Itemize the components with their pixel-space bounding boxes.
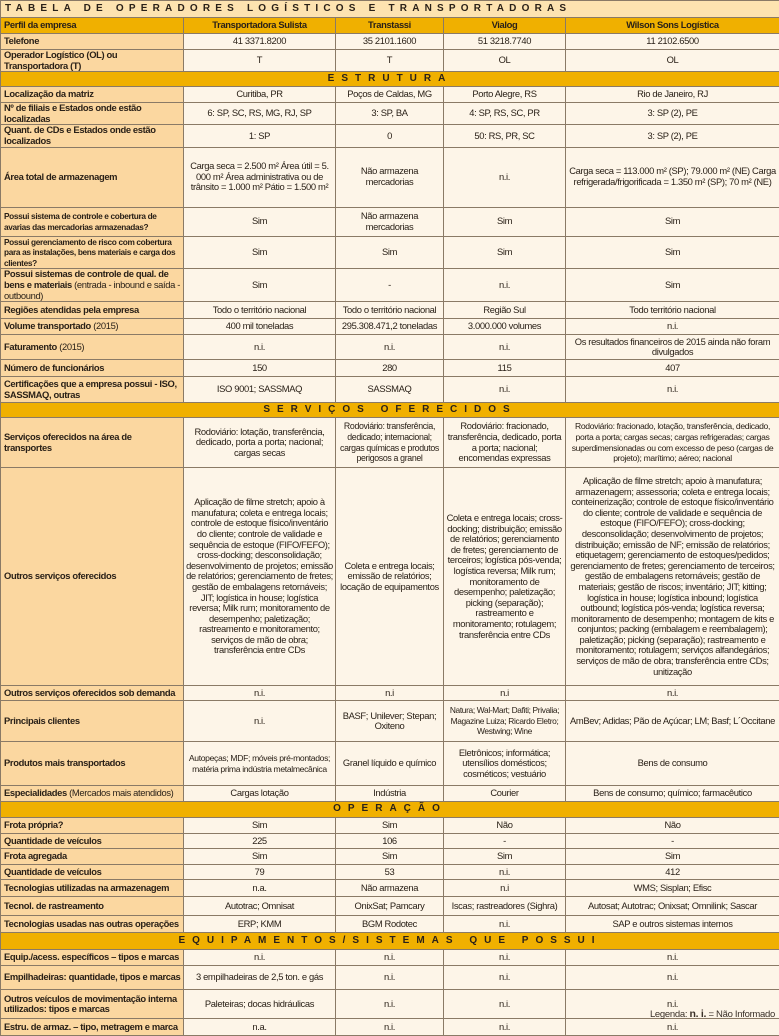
value-cell: n.i.	[566, 319, 779, 335]
value-cell: n.i.	[184, 335, 336, 360]
section-header-row	[1, 403, 779, 418]
value-cell: Sim	[184, 269, 336, 302]
value-cell: Cargas lotação	[184, 786, 336, 802]
row-label: Faturamento	[4, 341, 57, 352]
row-label: Volume transportado	[4, 320, 91, 331]
value-cell: 0	[336, 125, 444, 147]
table-row	[1, 360, 779, 377]
row-label-cell	[1, 990, 184, 1019]
value-cell: 11 2102.6500	[566, 34, 779, 50]
table-row	[1, 880, 779, 897]
value-cell: Rodoviário: transferência, dedicado; internacional; cargas químicas e produtos perigosos a granel	[336, 418, 444, 468]
row-label: Equip./acess. específicos – tipos e marcas	[4, 951, 179, 962]
value-cell: Paleteiras; docas hidráulicas	[184, 990, 336, 1019]
row-label-cell	[1, 701, 184, 742]
table-row	[1, 1019, 779, 1036]
value-cell: Não armazena	[336, 880, 444, 897]
row-label-cell	[1, 302, 184, 319]
value-cell: n.i.	[444, 269, 566, 302]
value-cell: Sim	[566, 849, 779, 865]
value-cell: T	[184, 50, 336, 72]
row-label-cell	[1, 207, 184, 236]
value-cell: BGM Rodotec	[336, 916, 444, 933]
row-label-cell	[1, 916, 184, 933]
value-cell: Sim	[184, 207, 336, 236]
value-cell: Iscas; rastreadores (Sighra)	[444, 897, 566, 916]
table-row	[1, 701, 779, 742]
company-header: Wilson Sons Logística	[566, 18, 779, 34]
table-row	[1, 468, 779, 686]
value-cell: 53	[336, 865, 444, 880]
section-header-row	[1, 933, 779, 950]
row-label-cell	[1, 319, 184, 335]
value-cell: Aplicação de filme stretch; apoio à manufatura; armazenagem; assessoria; coleta e entrega locais; conteinerização; controle de estoque físico/inventário do cliente; controle de validade e sequência de estoque (FIFO/FEFO); cross-docking; desconsolidação; desenvolvimento de projetos; distribuição; emissão de NF; emissão de relatórios; etiquetagem; gerenciamento de estoques/pedidos; gerenciamento de fretes; gerenciamento de terceiros; gestão de embalagens retornáveis; gestão de materiais; gestão de riscos; inventário; JIT; kitting; logística in house; logística inbound; logística outbound; logística pós-venda; logística reversa; monitoramento de desempenho; montagem de kits e conjuntos; packing (embalagem e reembalagem); paletização; picking (separação); rastreamento e monitoramento; rotulagem; serviços alfandegários; serviços de mão de obra; transferência entre CDs; unitização	[566, 468, 779, 686]
value-cell: Sim	[444, 236, 566, 269]
value-cell: 4: SP, RS, SC, PR	[444, 103, 566, 125]
row-label-cell	[1, 147, 184, 207]
row-label-cell	[1, 742, 184, 786]
row-label: Outros serviços oferecidos	[4, 570, 116, 581]
value-cell: Coleta e entrega locais; emissão de relatórios; locação de equipamentos	[336, 468, 444, 686]
value-cell: n.i.	[444, 950, 566, 966]
value-cell: n.i.	[444, 147, 566, 207]
value-cell: n.i.	[184, 686, 336, 701]
company-header: Vialog	[444, 18, 566, 34]
value-cell: Courier	[444, 786, 566, 802]
table-row	[1, 742, 779, 786]
value-cell: Não	[444, 818, 566, 834]
value-cell: 115	[444, 360, 566, 377]
value-cell: 400 mil toneladas	[184, 319, 336, 335]
table-row	[1, 302, 779, 319]
value-cell: WMS; Sisplan; Efisc	[566, 880, 779, 897]
value-cell: n.i.	[566, 377, 779, 403]
value-cell: Rodoviário: fracionado, lotação, transferência, dedicado, porta a porta; cargas secas; cargas refrigeradas; cargas superdimensionadas ou com excesso de peso (cargas de projeto); marítimo; aéreo; nacional	[566, 418, 779, 468]
row-label: Outros serviços oferecidos sob demanda	[4, 687, 175, 698]
value-cell: Aplicação de filme stretch; apoio à manufatura; coleta e entrega locais; controle de estoque físico/inventário do cliente; controle de validade e sequência de estoque (FIFO/FEFO); cross-docking; desconsolidação; desenvolvimento de projetos; emissão de relatórios; gerenciamento de fretes; gestão de embalagens retornáveis; JIT; logística in house; logística reversa; Milk rum; monitoramento de desempenho; paletização; rastreamento e monitoramento; serviços de mão de obra; transferência entre CDs	[184, 468, 336, 686]
value-cell: Rodoviário: fracionado, transferência, dedicado, porta a porta; nacional; encomendas expressas	[444, 418, 566, 468]
table-row	[1, 865, 779, 880]
value-cell: Sim	[566, 269, 779, 302]
value-cell: n.i.	[444, 990, 566, 1019]
value-cell: 280	[336, 360, 444, 377]
value-cell: n.i.	[444, 865, 566, 880]
value-cell: 79	[184, 865, 336, 880]
value-cell: n.i.	[566, 686, 779, 701]
value-cell: Rio de Janeiro, RJ	[566, 87, 779, 103]
value-cell: n.i.	[184, 701, 336, 742]
table-row	[1, 418, 779, 468]
table-row	[1, 966, 779, 990]
row-label-note: (entrada - inbound e saída - outbound)	[4, 279, 180, 301]
table-row	[1, 50, 779, 72]
row-label-cell	[1, 849, 184, 865]
value-cell: Poços de Caldas, MG	[336, 87, 444, 103]
value-cell: Sim	[336, 849, 444, 865]
value-cell: n.i.	[444, 1019, 566, 1036]
row-label: Serviços oferecidos na área de transportes	[4, 431, 132, 453]
value-cell: 407	[566, 360, 779, 377]
row-label: Tecnol. de rastreamento	[4, 900, 104, 911]
value-cell: SASSMAQ	[336, 377, 444, 403]
value-cell: OL	[444, 50, 566, 72]
value-cell: n.i.	[566, 950, 779, 966]
row-label-cell	[1, 34, 184, 50]
row-label-note: (2015)	[59, 341, 84, 352]
value-cell: n.i	[444, 686, 566, 701]
table-row	[1, 950, 779, 966]
value-cell: -	[444, 834, 566, 849]
row-label-cell	[1, 834, 184, 849]
row-label-cell	[1, 50, 184, 72]
table-row	[1, 103, 779, 125]
value-cell: Sim	[444, 207, 566, 236]
section-title: OPERAÇÃO	[1, 802, 779, 818]
value-cell: 35 2101.1600	[336, 34, 444, 50]
row-label: Quantidade de veículos	[4, 866, 102, 877]
table-row	[1, 686, 779, 701]
value-cell: 150	[184, 360, 336, 377]
value-cell: 3: SP (2), PE	[566, 125, 779, 147]
legend	[650, 1008, 775, 1020]
value-cell: n.i.	[184, 950, 336, 966]
value-cell: T	[336, 50, 444, 72]
table-row	[1, 319, 779, 335]
row-label-cell	[1, 269, 184, 302]
row-label: Possui sistema de controle e cobertura de avarias das mercadorias armazenadas?	[4, 211, 157, 232]
table-title-row	[1, 1, 779, 18]
row-label: Localização da matriz	[4, 88, 94, 99]
row-label: Tecnologias utilizadas na armazenagem	[4, 882, 169, 893]
row-label: Quantidade de veículos	[4, 835, 102, 846]
value-cell: 50: RS, PR, SC	[444, 125, 566, 147]
section-title: ESTRUTURA	[1, 72, 779, 87]
legend-prefix: Legenda:	[650, 1009, 687, 1020]
value-cell: n.i.	[444, 335, 566, 360]
row-label: Possui gerenciamento de risco com cobertura para as instalações, bens materiais e carga dos clientes?	[4, 237, 175, 268]
value-cell: Autotrac; Omnisat	[184, 897, 336, 916]
row-label: Outros veículos de movimentação interna utilizados: tipos e marcas	[4, 993, 177, 1015]
value-cell: Granel líquido e químico	[336, 742, 444, 786]
value-cell: 295.308.471,2 toneladas	[336, 319, 444, 335]
row-label-cell	[1, 236, 184, 269]
value-cell: n.i	[444, 880, 566, 897]
value-cell: Os resultados financeiros de 2015 ainda não foram divulgados	[566, 335, 779, 360]
row-label-cell	[1, 335, 184, 360]
row-label: Tecnologias usadas nas outras operações	[4, 918, 179, 929]
row-label-cell	[1, 360, 184, 377]
value-cell: AmBev; Adidas; Pão de Açúcar; LM; Basf; L´Occitane	[566, 701, 779, 742]
value-cell: n.i.	[444, 377, 566, 403]
value-cell: Autopeças; MDF; móveis pré-montados; matéria prima indústria metalmecânica	[184, 742, 336, 786]
value-cell: 3: SP, BA	[336, 103, 444, 125]
value-cell: 412	[566, 865, 779, 880]
table-row	[1, 377, 779, 403]
row-label: Regiões atendidas pela empresa	[4, 304, 139, 315]
value-cell: Região Sul	[444, 302, 566, 319]
value-cell: n.i.	[336, 990, 444, 1019]
value-cell: Autosat; Autotrac; Onixsat; Omnilink; Sascar	[566, 897, 779, 916]
row-label-cell	[1, 686, 184, 701]
value-cell: n.i.	[336, 950, 444, 966]
row-label: Empilhadeiras: quantidade, tipos e marcas	[4, 971, 180, 982]
company-header: Transportadora Sulista	[184, 18, 336, 34]
value-cell: 3 empilhadeiras de 2,5 ton. e gás	[184, 966, 336, 990]
table-row	[1, 897, 779, 916]
value-cell: 1: SP	[184, 125, 336, 147]
row-label-cell	[1, 818, 184, 834]
row-label-cell	[1, 468, 184, 686]
value-cell: Bens de consumo; químico; farmacêutico	[566, 786, 779, 802]
row-label-cell	[1, 87, 184, 103]
row-label: Possui sistemas de controle de qual. de bens e materiais	[4, 269, 169, 290]
value-cell: OnixSat; Pamcary	[336, 897, 444, 916]
table-row	[1, 207, 779, 236]
value-cell: 6: SP, SC, RS, MG, RJ, SP	[184, 103, 336, 125]
row-label-cell	[1, 1019, 184, 1036]
value-cell: Não armazena mercadorias	[336, 147, 444, 207]
row-label: Especialidades	[4, 787, 67, 798]
value-cell: n.a.	[184, 880, 336, 897]
row-label: Nº de filiais e Estados onde estão localizadas	[4, 103, 141, 124]
row-label: Certificações que a empresa possui - ISO, SASSMAQ, outras	[4, 378, 177, 400]
row-label-cell	[1, 865, 184, 880]
value-cell: Curitiba, PR	[184, 87, 336, 103]
legend-abbr: n. i.	[690, 1008, 707, 1020]
header-row	[1, 18, 779, 34]
row-label: Área total de armazenagem	[4, 171, 117, 182]
row-label: Quant. de CDs e Estados onde estão localizados	[4, 125, 156, 146]
row-label: Produtos mais transportados	[4, 757, 125, 768]
value-cell: 51 3218.7740	[444, 34, 566, 50]
value-cell: -	[566, 834, 779, 849]
value-cell: ERP; KMM	[184, 916, 336, 933]
value-cell: Bens de consumo	[566, 742, 779, 786]
value-cell: Não	[566, 818, 779, 834]
table-row	[1, 849, 779, 865]
row-label-cell	[1, 966, 184, 990]
value-cell: ISO 9001; SASSMAQ	[184, 377, 336, 403]
value-cell: Sim	[184, 818, 336, 834]
value-cell: n.i.	[566, 1019, 779, 1036]
value-cell: 3: SP (2), PE	[566, 103, 779, 125]
table-row	[1, 834, 779, 849]
value-cell: Sim	[566, 236, 779, 269]
value-cell: Coleta e entrega locais; cross-docking; distribuição; emissão de relatórios; gerenciamento de fretes; gerenciamento de terceiros; logística pós-venda; logística reversa; Milk rum; monitoramento de desempenho; paletização; picking (separação); rastreamento e monitoramento; rotulagem; transferência entre CDs	[444, 468, 566, 686]
value-cell: n.i.	[566, 966, 779, 990]
section-header-row	[1, 72, 779, 87]
value-cell: Sim	[336, 236, 444, 269]
value-cell: 41 3371.8200	[184, 34, 336, 50]
value-cell: Todo o território nacional	[184, 302, 336, 319]
table-row	[1, 87, 779, 103]
value-cell: n.i.	[444, 916, 566, 933]
value-cell: 3.000.000 volumes	[444, 319, 566, 335]
value-cell: n.a.	[184, 1019, 336, 1036]
section-header-row	[1, 802, 779, 818]
value-cell: n.i.	[336, 1019, 444, 1036]
value-cell: SAP e outros sistemas internos	[566, 916, 779, 933]
value-cell: OL	[566, 50, 779, 72]
section-title: EQUIPAMENTOS/SISTEMAS QUE POSSUI	[1, 933, 779, 950]
value-cell: n.i.	[336, 966, 444, 990]
row-label: Principais clientes	[4, 715, 80, 726]
row-label: Operador Logístico (OL) ou Transportadora (T)	[4, 50, 117, 71]
row-label-cell	[1, 103, 184, 125]
header-label: Perfil da empresa	[1, 18, 184, 34]
value-cell: Rodoviário: lotação, transferência, dedicado, porta a porta; nacional; cargas secas	[184, 418, 336, 468]
value-cell: Eletrônicos; informática; utensílios domésticos; cosméticos; vestuário	[444, 742, 566, 786]
row-label-cell	[1, 880, 184, 897]
value-cell: Natura; Wal-Mart; Dafiti; Privalia; Magazine Luiza; Ricardo Eletro; Westwing; Wine	[444, 701, 566, 742]
section-title: SERVIÇOS OFERECIDOS	[1, 403, 779, 418]
table-row	[1, 236, 779, 269]
value-cell: Indústria	[336, 786, 444, 802]
table-row	[1, 916, 779, 933]
row-label-cell	[1, 786, 184, 802]
value-cell: Sim	[184, 236, 336, 269]
row-label: Estru. de armaz. – tipo, metragem e marca	[4, 1021, 178, 1032]
row-label-note: (Mercados mais atendidos)	[69, 787, 173, 798]
value-cell: Sim	[184, 849, 336, 865]
value-cell: n.i.	[566, 990, 779, 1019]
row-label-cell	[1, 377, 184, 403]
row-label-cell	[1, 418, 184, 468]
value-cell: 225	[184, 834, 336, 849]
legend-meaning: = Não Informado	[708, 1009, 775, 1020]
value-cell: 106	[336, 834, 444, 849]
value-cell: n.i	[336, 686, 444, 701]
table-row	[1, 34, 779, 50]
table-row	[1, 269, 779, 302]
table-row	[1, 335, 779, 360]
row-label-cell	[1, 897, 184, 916]
value-cell: n.i.	[336, 335, 444, 360]
value-cell: Sim	[444, 849, 566, 865]
value-cell: Carga seca = 113.000 m² (SP); 79.000 m² (NE) Carga refrigerada/frigorificada = 1.350 m² (SP); 70 m² (NE)	[566, 147, 779, 207]
value-cell: Sim	[566, 207, 779, 236]
table-row	[1, 125, 779, 147]
value-cell: Não armazena mercadorias	[336, 207, 444, 236]
value-cell: Carga seca = 2.500 m² Área útil = 5. 000 m² Área administrativa ou de trânsito = 1.000 m² Pátio = 1.500 m²	[184, 147, 336, 207]
row-label-note: (2015)	[93, 320, 118, 331]
value-cell: -	[336, 269, 444, 302]
value-cell: Porto Alegre, RS	[444, 87, 566, 103]
row-label: Frota própria?	[4, 819, 63, 830]
row-label: Telefone	[4, 35, 39, 46]
table-row	[1, 818, 779, 834]
table-row	[1, 147, 779, 207]
value-cell: Todo o território nacional	[336, 302, 444, 319]
table-title: TABELA DE OPERADORES LOGÍSTICOS E TRANSPORTADORAS	[1, 1, 779, 18]
value-cell: n.i.	[444, 966, 566, 990]
row-label-cell	[1, 950, 184, 966]
row-label: Frota agregada	[4, 850, 67, 861]
row-label: Número de funcionários	[4, 362, 104, 373]
company-header: Transtassi	[336, 18, 444, 34]
value-cell: BASF; Unilever; Stepan; Oxiteno	[336, 701, 444, 742]
table-row	[1, 786, 779, 802]
row-label-cell	[1, 125, 184, 147]
value-cell: Todo território nacional	[566, 302, 779, 319]
value-cell: Sim	[336, 818, 444, 834]
